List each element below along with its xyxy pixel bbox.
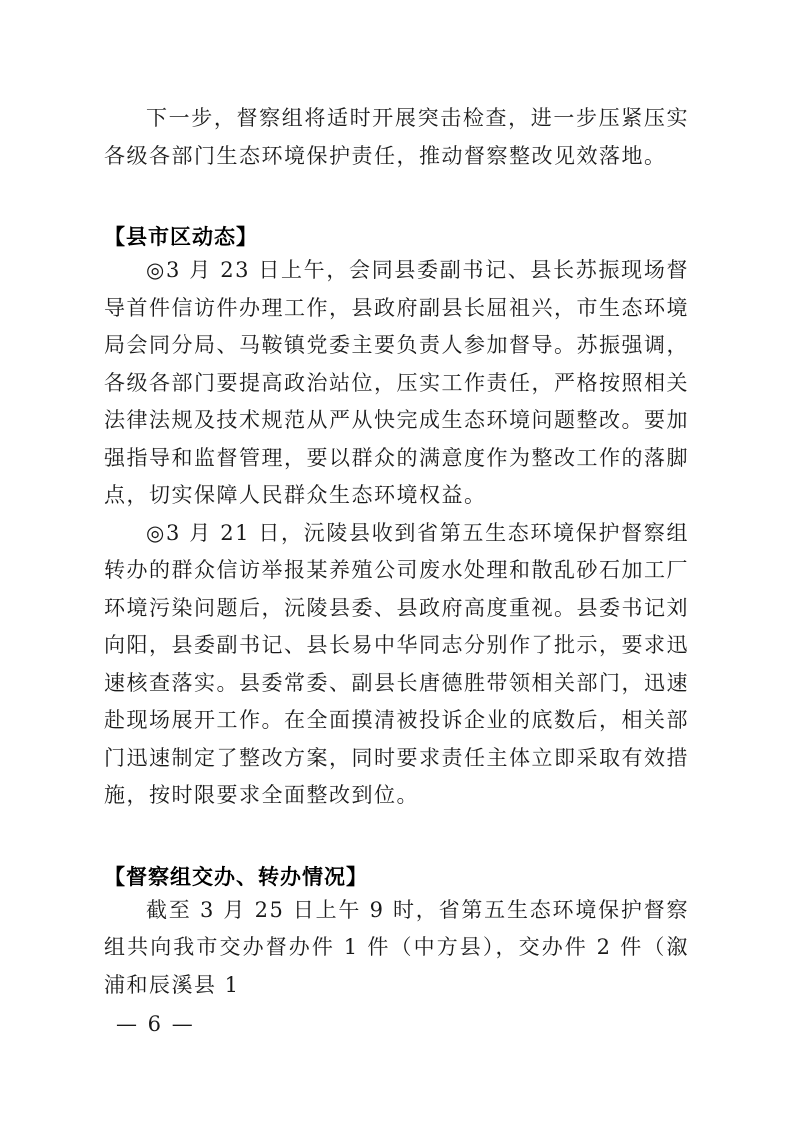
intro-paragraph: 下一步，督察组将适时开展突击检查，进一步压紧压实各级各部门生态环境保护责任，推动督察整改见效落地。 (104, 106, 689, 168)
page-number: — 6 — (116, 1012, 195, 1036)
body-paragraph-march-21: ◎3 月 21 日，沅陵县收到省第五生态环境保护督察组转办的群众信访举报某养殖公司废水处理和散乱砂石加工厂环境污染问题后，沅陵县委、县政府高度重视。县委书记刘向阳，县委副书记、县长易中华同志分别作了批示，要求迅速核查落实。县委常委、副县长唐德胜带领相关部门，迅速赴现场展开工作。在全面摸清被投诉企业的底数后，相关部门迅速制定了整改方案，同时要求责任主体立即采取有效措施，按时限要求全面整改到位。 (104, 520, 689, 807)
section-heading-county-district-news: 【县市区动态】 (104, 225, 258, 249)
body-paragraph-march-23: ◎3 月 23 日上午，会同县委副书记、县长苏振现场督导首件信访件办理工作，县政府副县长屈祖兴，市生态环境局会同分局、马鞍镇党委主要负责人参加督导。苏振强调，各级各部门要提高政治站位，压实工作责任，严格按照相关法律法规及技术规范从严从快完成生态环境问题整改。要加强指导和监督管理，要以群众的满意度作为整改工作的落脚点，切实保障人民群众生态环境权益。 (104, 258, 689, 507)
section-heading-inspection-transfer-status: 【督察组交办、转办情况】 (104, 864, 368, 889)
body-paragraph-case-summary: 截至 3 月 25 日上午 9 时，省第五生态环境保护督察组共向我市交办督办件 1 件（中方县），交办件 2 件（溆浦和辰溪县 1 (104, 897, 689, 997)
